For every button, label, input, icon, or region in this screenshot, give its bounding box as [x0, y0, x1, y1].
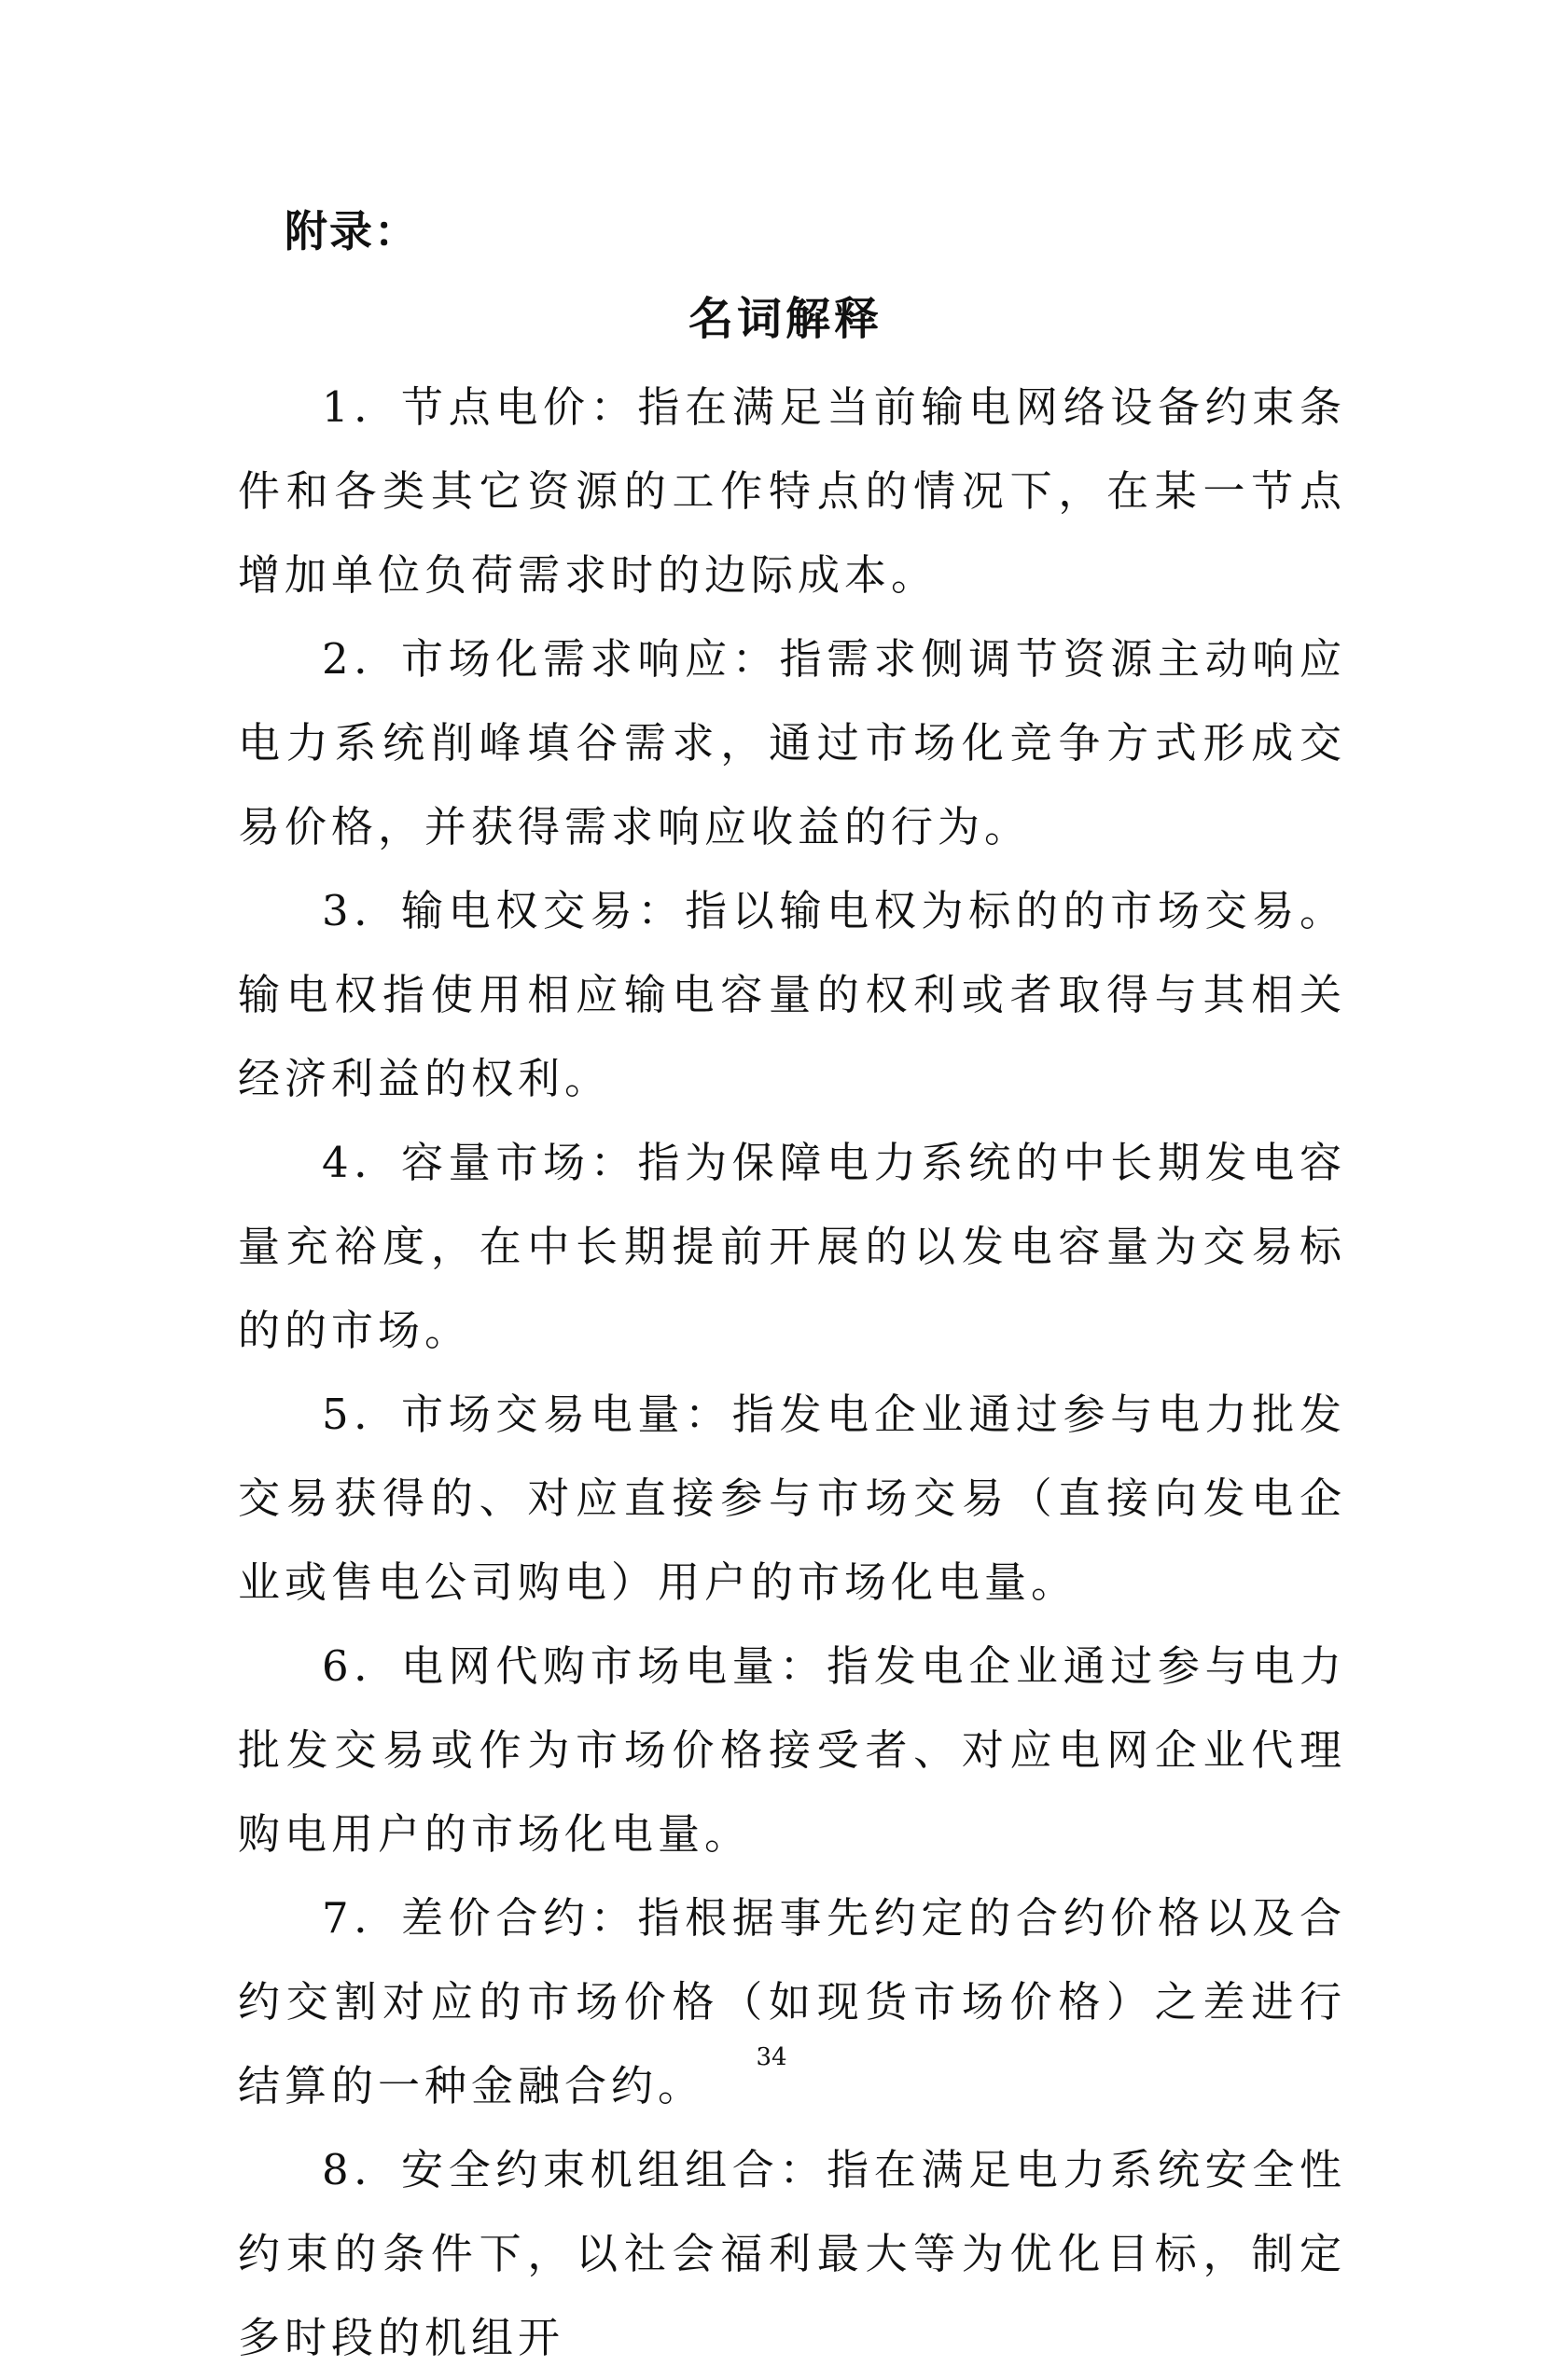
page-title: 名词解释 — [688, 293, 883, 345]
glossary-body — [238, 366, 1346, 2380]
glossary-entry: 7．差价合约：指根据事先约定的合约价格以及合约交割对应的市场价格（如现货市场价格）之差进行结算的一种金融合约。 — [238, 1893, 1346, 2110]
glossary-entry: 1．节点电价：指在满足当前输电网络设备约束条件和各类其它资源的工作特点的情况下，在某一节点增加单位负荷需求时的边际成本。 — [238, 382, 1346, 600]
glossary-entry: 2．市场化需求响应：指需求侧调节资源主动响应电力系统削峰填谷需求，通过市场化竞争方式形成交易价格，并获得需求响应收益的行为。 — [238, 634, 1346, 851]
page-number: 34 — [756, 2043, 787, 2071]
glossary-entry: 3．输电权交易：指以输电权为标的的市场交易。输电权指使用相应输电容量的权利或者取得与其相关经济利益的权利。 — [238, 886, 1346, 1103]
glossary-entry: 6．电网代购市场电量：指发电企业通过参与电力批发交易或作为市场价格接受者、对应电网企业代理购电用户的市场化电量。 — [238, 1641, 1346, 1859]
appendix-label: 附录： — [285, 206, 419, 256]
glossary-entry: 8．安全约束机组组合：指在满足电力系统安全性约束的条件下，以社会福利最大等为优化目标，制定多时段的机组开 — [238, 2145, 1346, 2362]
glossary-entry: 4．容量市场：指为保障电力系统的中长期发电容量充裕度，在中长期提前开展的以发电容量为交易标的的市场。 — [238, 1138, 1346, 1355]
glossary-entry: 5．市场交易电量：指发电企业通过参与电力批发交易获得的、对应直接参与市场交易（直接向发电企业或售电公司购电）用户的市场化电量。 — [238, 1390, 1346, 1607]
